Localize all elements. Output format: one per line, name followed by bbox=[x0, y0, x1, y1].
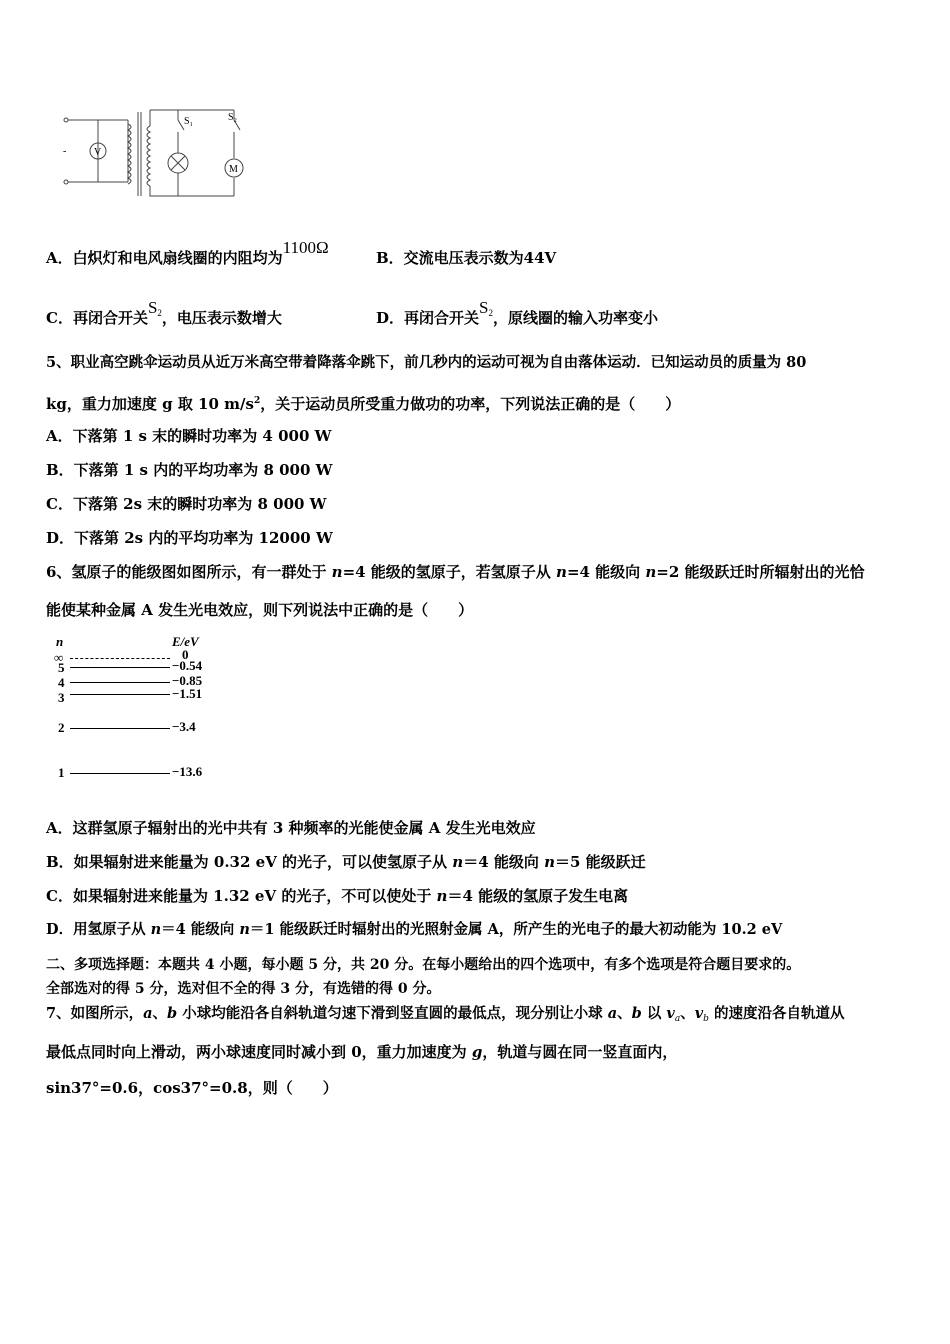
q6-option-c bbox=[46, 886, 628, 906]
level-line-5 bbox=[70, 667, 170, 668]
var-b: b bbox=[167, 1005, 178, 1022]
q6-stem-c: =4 能级向 bbox=[566, 563, 646, 581]
switch-s-letter: S bbox=[147, 298, 158, 317]
var-n: n bbox=[645, 563, 657, 581]
q5-stem-line1: 5、职业高空跳伞运动员从近万米高空带着降落伞跳下，前几秒内的运动可视为自由落体运动．已知运动员的质量为 80 bbox=[46, 354, 807, 371]
q7-part1: 7、如图所示， bbox=[46, 1005, 144, 1022]
q7-stem-line2 bbox=[46, 1042, 677, 1062]
var-a: a bbox=[143, 1005, 153, 1022]
q6-stem-line1 bbox=[46, 562, 865, 582]
energy-axis-label: E/eV bbox=[172, 634, 199, 649]
resistance-value: 1100Ω bbox=[282, 238, 329, 257]
q6-stem-d: =2 能级跃迁时所辐射出的光恰 bbox=[656, 563, 865, 581]
level-e-3: −1.51 bbox=[172, 686, 203, 701]
switch-s2-label: S₂ bbox=[228, 112, 238, 123]
level-line-2 bbox=[70, 728, 170, 729]
q5-option-c: C．下落第 2s 末的瞬时功率为 8 000 W bbox=[46, 495, 327, 513]
q6-option-d-mid: ＝4 能级向 bbox=[161, 921, 240, 938]
q7-stem-line1 bbox=[46, 1004, 844, 1029]
section2-heading-line2: 全部选对的得 5 分，选对但不全的得 3 分，有选错的得 0 分。 bbox=[46, 981, 441, 997]
q6-option-b-pre: B．如果辐射进来能量为 0.32 eV 的光子，可以使氢原子从 bbox=[46, 853, 453, 871]
q6-option-a: A．这群氢原子辐射出的光中共有 3 种频率的光能使金属 A 发生光电效应 bbox=[46, 819, 536, 837]
level-line-inf bbox=[70, 658, 170, 659]
var-n: n bbox=[452, 853, 464, 871]
q7-line2-post: ，轨道与圆在同一竖直面内， bbox=[482, 1043, 678, 1061]
q7-sep: 、 bbox=[152, 1005, 167, 1022]
level-n-2: 2 bbox=[58, 720, 65, 735]
q5-option-d: D．下落第 2s 内的平均功率为 12000 W bbox=[46, 529, 333, 547]
q4-option-b: B．交流电压表示数为44V bbox=[376, 249, 557, 267]
q6-option-d-post: ＝1 能级跃迁时辐射出的光照射金属 A，所产生的光电子的最大初动能为 10.2 eV bbox=[249, 921, 783, 938]
q5-stem-pre: kg，重力加速度 g 取 10 m/s bbox=[46, 395, 254, 413]
q7-sep: 、 bbox=[680, 1005, 695, 1022]
var-n: n bbox=[544, 853, 555, 871]
q5-option-b: B．下落第 1 s 内的平均功率为 8 000 W bbox=[46, 461, 333, 479]
level-line-4 bbox=[70, 682, 170, 683]
q5-stem-line2 bbox=[46, 391, 680, 414]
q6-option-b bbox=[46, 852, 646, 872]
q6-option-d bbox=[46, 920, 782, 940]
var-v: v bbox=[694, 1005, 704, 1022]
switch-s2-symbol bbox=[479, 298, 493, 317]
q4-option-d-pre: D．再闭合开关 bbox=[376, 309, 480, 327]
q6-option-d-pre: D．用氢原子从 bbox=[46, 921, 151, 938]
var-n: n bbox=[436, 887, 448, 905]
level-e-4: −0.85 bbox=[172, 673, 203, 688]
energy-level-diagram bbox=[48, 630, 248, 790]
q6-option-c-pre: C．如果辐射进来能量为 1.32 eV 的光子，不可以使处于 bbox=[46, 887, 437, 905]
switch-s-letter: S bbox=[479, 298, 489, 317]
switch-subscript: 2 bbox=[157, 308, 162, 318]
var-n: n bbox=[331, 563, 343, 581]
var-v: v bbox=[666, 1005, 675, 1022]
q6-stem-b: =4 能级的氢原子，若氢原子从 bbox=[342, 563, 557, 581]
transformer-circuit-diagram bbox=[58, 98, 258, 208]
q5-stem-post: ，关于运动员所受重力做功的功率，下列说法正确的是（ ） bbox=[260, 395, 681, 413]
level-n-1: 1 bbox=[58, 765, 65, 780]
level-e-inf: 0 bbox=[182, 647, 189, 662]
q6-stem-line2: 能使某种金属 A 发生光电效应，则下列说法中正确的是（ ） bbox=[46, 601, 474, 619]
level-line-1 bbox=[70, 773, 170, 774]
q6-option-b-post: ＝5 能级跃迁 bbox=[555, 853, 646, 871]
q7-line2-pre: 最低点同时向上滑动，两小球速度同时减小到 0，重力加速度为 bbox=[46, 1043, 472, 1061]
switch-s2-symbol bbox=[148, 298, 162, 317]
q7-part4: 的速度沿各自轨道从 bbox=[708, 1005, 845, 1022]
var-n: n bbox=[556, 563, 567, 581]
level-e-1: −13.6 bbox=[172, 764, 203, 779]
var-va-sub: a bbox=[674, 1014, 681, 1024]
q4-option-d bbox=[376, 298, 658, 333]
q7-sep: 、 bbox=[617, 1005, 632, 1022]
var-n: n bbox=[150, 921, 162, 938]
level-n-3: 3 bbox=[58, 690, 65, 705]
q7-stem-line3: sin37°=0.6，cos37°=0.8，则（ ） bbox=[46, 1079, 338, 1097]
q4-option-c-pre: C．再闭合开关 bbox=[46, 309, 148, 327]
q4-option-c-post: ，电压表示数增大 bbox=[161, 309, 282, 327]
q7-part3: 以 bbox=[641, 1005, 667, 1022]
n-axis-label: n bbox=[56, 634, 64, 649]
switch-subscript: 2 bbox=[488, 308, 493, 318]
level-line-3 bbox=[70, 694, 170, 695]
level-e-5: −0.54 bbox=[172, 658, 203, 673]
level-e-2: −3.4 bbox=[172, 719, 196, 734]
q4-option-a bbox=[46, 238, 329, 268]
var-n: n bbox=[239, 921, 250, 938]
q6-stem-a: 6、氢原子的能级图如图所示，有一群处于 bbox=[46, 563, 332, 581]
voltmeter-symbol: V bbox=[94, 147, 102, 158]
q4-option-c bbox=[46, 298, 282, 333]
level-n-inf: ∞ bbox=[54, 650, 64, 665]
minus-sign: - bbox=[63, 146, 67, 157]
q4-option-a-text: A．白炽灯和电风扇线圈的内阻均为 bbox=[46, 249, 283, 267]
q4-option-d-post: ，原线圈的输入功率变小 bbox=[492, 309, 658, 327]
q6-option-b-mid: ＝4 能级向 bbox=[463, 853, 545, 871]
switch-s1-label: S₁ bbox=[184, 116, 194, 127]
level-n-4: 4 bbox=[58, 675, 65, 690]
q5-stem-sup: 2 bbox=[253, 396, 261, 406]
motor-symbol: M bbox=[229, 164, 238, 175]
level-n-5: 5 bbox=[58, 660, 65, 675]
q6-option-c-post: ＝4 能级的氢原子发生电离 bbox=[447, 887, 629, 905]
var-vb-sub: b bbox=[703, 1014, 709, 1024]
var-b: b bbox=[631, 1005, 642, 1022]
var-g: g bbox=[471, 1043, 483, 1061]
q5-option-a: A．下落第 1 s 末的瞬时功率为 4 000 W bbox=[46, 427, 332, 445]
q7-part2: 小球均能沿各自斜轨道匀速下滑到竖直圆的最低点，现分别让小球 bbox=[177, 1005, 608, 1022]
section2-heading-line1: 二、多项选择题：本题共 4 小题，每小题 5 分，共 20 分。在每小题给出的四个选项中，有多个选项是符合题目要求的。 bbox=[46, 957, 801, 973]
var-a: a bbox=[607, 1005, 618, 1022]
